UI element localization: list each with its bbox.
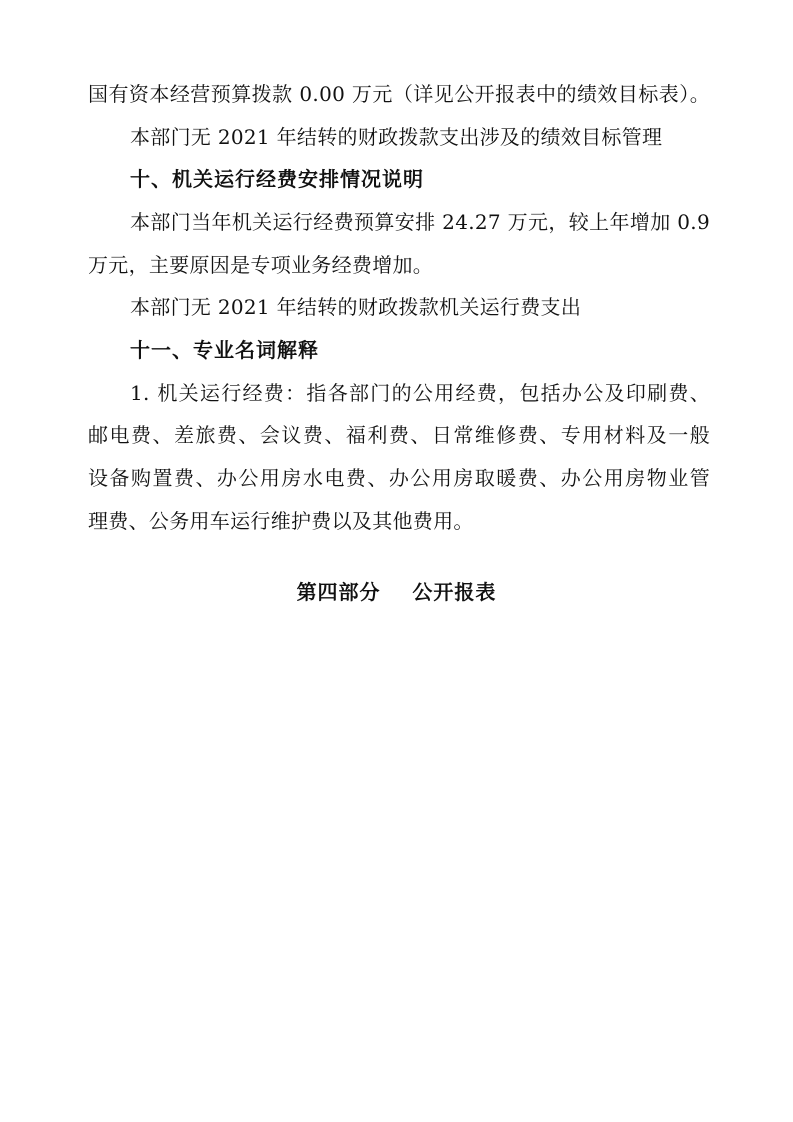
section-heading-10: 十、机关运行经费安排情况说明 xyxy=(130,167,424,191)
paragraph-line-definition-4: 理费、公务用车运行维护费以及其他费用。 xyxy=(88,509,474,533)
paragraph-line-definition-2: 邮电费、差旅费、会议费、福利费、日常维修费、专用材料及一般 xyxy=(88,423,710,447)
paragraph-line-definition-3: 设备购置费、办公用房水电费、办公用房取暖费、办公用房物业管 xyxy=(88,466,710,490)
paragraph-line-state-capital-budget: 国有资本经营预算拨款 0.00 万元（详见公开报表中的绩效目标表）。 xyxy=(88,82,710,106)
paragraph-line-operating-reason: 万元，主要原因是专项业务经费增加。 xyxy=(88,253,434,277)
paragraph-line-no-carryover-performance: 本部门无 2021 年结转的财政拨款支出涉及的绩效目标管理 xyxy=(130,125,663,149)
part-title: 第四部分 公开报表 xyxy=(296,580,497,604)
paragraph-line-operating-budget: 本部门当年机关运行经费预算安排 24.27 万元，较上年增加 0.9 xyxy=(130,210,710,234)
paragraph-line-definition-1: 1. 机关运行经费：指各部门的公用经费，包括办公及印刷费、 xyxy=(130,381,710,405)
paragraph-line-no-carryover-operating: 本部门无 2021 年结转的财政拨款机关运行费支出 xyxy=(130,295,582,319)
section-heading-11: 十一、专业名词解释 xyxy=(130,338,319,362)
